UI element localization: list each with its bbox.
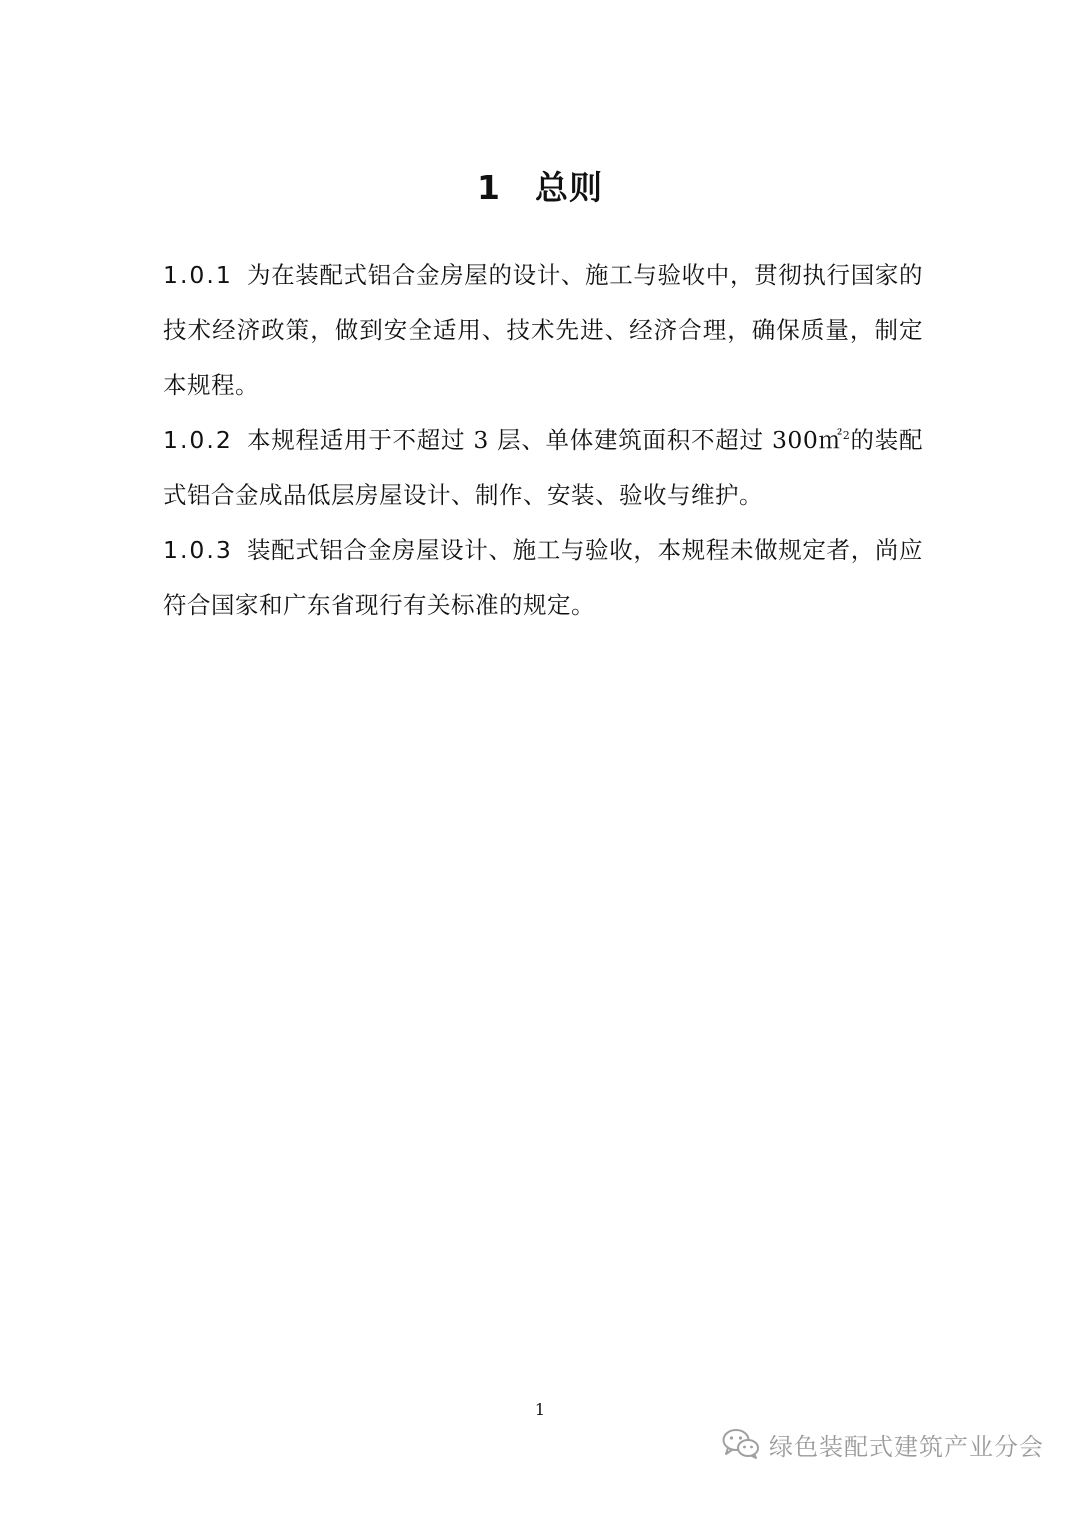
- clause-text: 本规程适用于不超过 3 层、单体建筑面积不超过 300㎡: [246, 426, 843, 454]
- clause-text: 的装配式铝合金成品低层房屋设计、制作、安装、验收与维护。: [163, 426, 924, 509]
- wechat-icon: [721, 1427, 761, 1461]
- watermark-text: 绿色装配式建筑产业分会: [769, 1432, 1044, 1461]
- clause-number: 1.0.1: [163, 261, 233, 289]
- document-body: [163, 248, 923, 633]
- clause-number: 1.0.2: [163, 426, 233, 454]
- superscript: 2: [842, 429, 851, 443]
- page-number: 1: [534, 1400, 546, 1419]
- clause-number: 1.0.3: [163, 536, 233, 564]
- clause-text: 为在装配式铝合金房屋的设计、施工与验收中，贯彻执行国家的技术经济政策，做到安全适用、技术先进、经济合理，确保质量，制定本规程。: [163, 261, 923, 399]
- chapter-title: 1 总则: [477, 168, 603, 207]
- clause-1-0-2: [163, 413, 923, 523]
- clause-1-0-3: [163, 523, 923, 633]
- watermark: [721, 1424, 1044, 1464]
- clause-1-0-1: [163, 248, 923, 413]
- clause-text: 装配式铝合金房屋设计、施工与验收，本规程未做规定者，尚应符合国家和广东省现行有关标准的规定。: [163, 536, 923, 619]
